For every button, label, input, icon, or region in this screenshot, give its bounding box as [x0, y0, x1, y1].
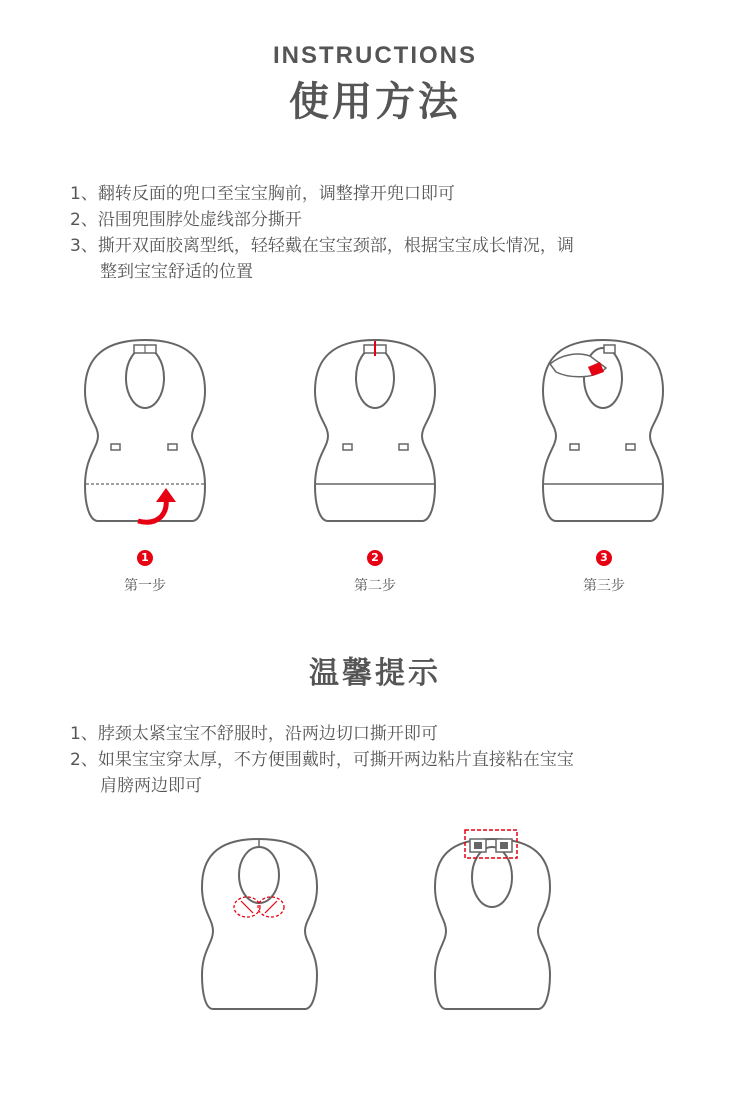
step-3-badge: 3	[596, 550, 612, 566]
tip-text: 脖颈太紧宝宝不舒服时，沿两边切口撕开即可	[97, 724, 438, 744]
instruction-number: 2、	[70, 210, 98, 230]
tip-item	[70, 747, 690, 799]
neck-hole	[472, 847, 512, 907]
neck-hole	[126, 348, 164, 408]
tip-number: 2、	[70, 750, 98, 770]
bib-outline	[435, 839, 550, 1009]
title-english: INSTRUCTIONS	[273, 42, 477, 69]
instruction-item	[70, 181, 690, 207]
title-chinese: 使用方法	[289, 79, 461, 125]
tips-title: 温馨提示	[309, 656, 441, 691]
instruction-item	[70, 233, 690, 285]
tip-text: 如果宝宝穿太厚，不方便围戴时，可撕开两边粘片直接粘在宝宝	[97, 750, 574, 770]
instruction-text: 沿围兜围脖处虚线部分撕开	[97, 210, 302, 230]
neck-hole	[356, 348, 394, 408]
tab-left	[111, 444, 120, 450]
bib-step-2-illustration	[310, 336, 440, 526]
neck-hole	[239, 847, 279, 903]
tips-list	[70, 721, 690, 799]
tip-number: 1、	[70, 724, 98, 744]
bib-tip-2-illustration	[430, 825, 555, 1013]
instruction-number: 1、	[70, 184, 98, 204]
tip-item	[70, 721, 690, 747]
bib-outline	[315, 340, 435, 521]
tab-right	[168, 444, 177, 450]
bib-step-1-illustration	[80, 336, 210, 526]
tab-left	[343, 444, 352, 450]
tab-top	[604, 345, 615, 353]
step-2-badge: 2	[367, 550, 383, 566]
instruction-number: 3、	[70, 236, 98, 256]
tab-left	[570, 444, 579, 450]
instruction-list	[70, 181, 690, 285]
step-3-label: 第三步	[583, 578, 625, 594]
step-2-label: 第二步	[354, 578, 396, 594]
tab-right	[626, 444, 635, 450]
step-1-label: 第一步	[124, 578, 166, 594]
bib-outline	[85, 340, 205, 521]
step-1-badge: 1	[137, 550, 153, 566]
bib-step-3-illustration	[538, 336, 668, 526]
instruction-text: 翻转反面的兜口至宝宝胸前，调整撑开兜口即可	[97, 184, 455, 204]
tab-right	[399, 444, 408, 450]
instruction-text-continued: 整到宝宝舒适的位置	[100, 262, 253, 282]
tip-text-continued: 肩膀两边即可	[100, 776, 202, 796]
bib-outline	[202, 839, 317, 1009]
instruction-item	[70, 207, 690, 233]
bib-tip-1-illustration	[197, 835, 322, 1013]
instruction-text: 撕开双面胶离型纸，轻轻戴在宝宝颈部，根据宝宝成长情况，调	[97, 236, 574, 256]
